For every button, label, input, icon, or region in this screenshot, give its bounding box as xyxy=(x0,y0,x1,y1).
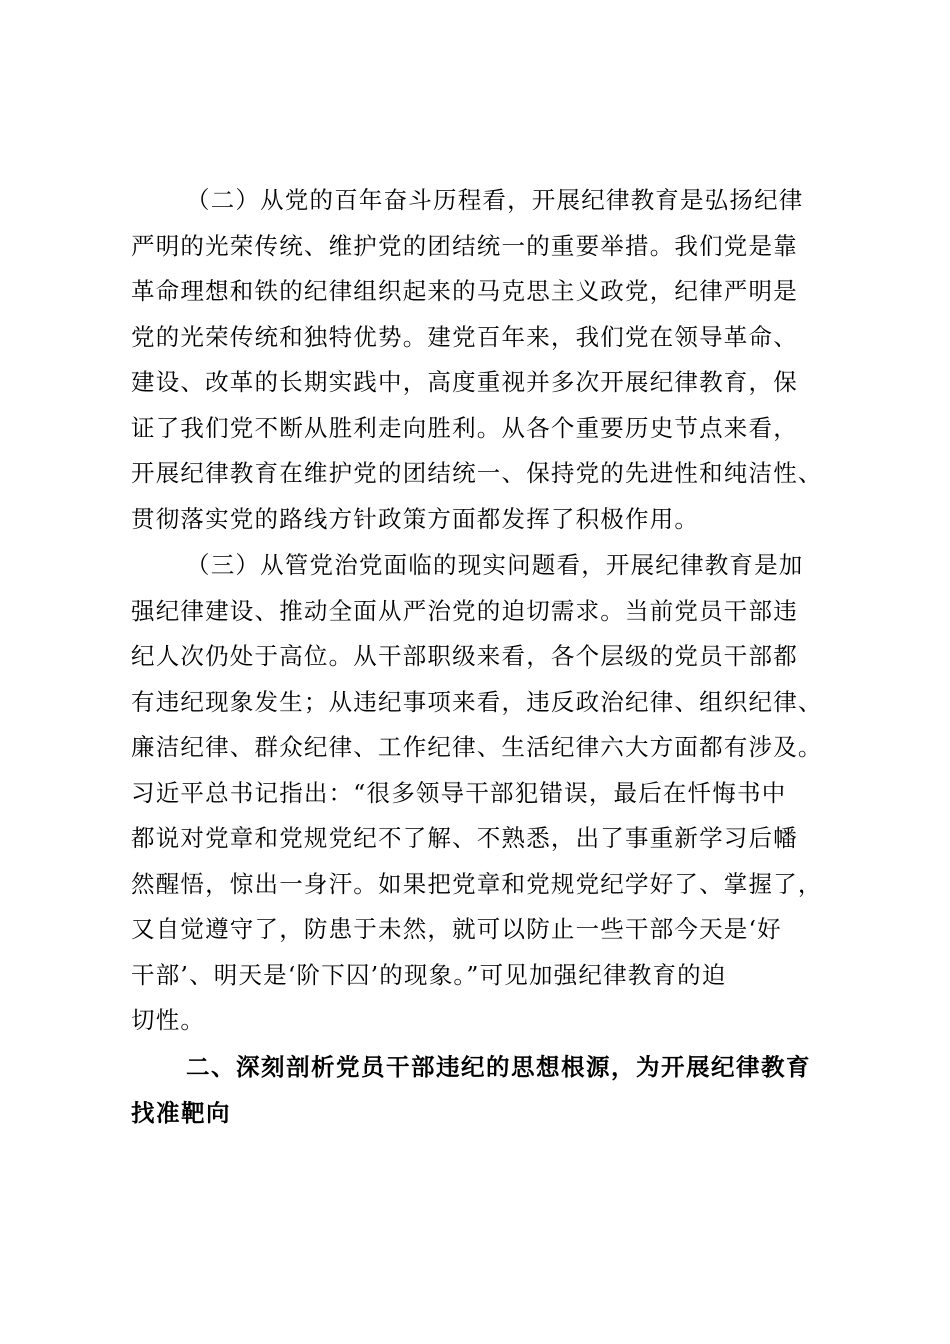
text-line: 有违纪现象发生；从违纪事项来看，违反政治纪律、组织纪律、 xyxy=(131,687,823,716)
heading-line: 二、深刻剖析党员干部违纪的思想根源，为开展纪律教育 xyxy=(186,1053,811,1081)
text-line: 证了我们党不断从胜利走向胜利。从各个重要历史节点来看， xyxy=(131,413,798,442)
text-line: 党的光荣传统和独特优势。建党百年来，我们党在领导革命、 xyxy=(131,322,798,351)
text-line: 都说对党章和党规党纪不了解、不熟悉，出了事重新学习后幡 xyxy=(131,824,798,852)
section-heading xyxy=(131,1045,843,1136)
text-line: 纪人次仍处于高位。从干部职级来看，各个层级的党员干部都 xyxy=(131,642,798,670)
text-line: 贯彻落实党的路线方针政策方面都发挥了积极作用。 xyxy=(131,504,700,533)
text-line: 然醒悟，惊出一身汗。如果把党章和党规党纪学好了、掌握了， xyxy=(131,869,823,898)
text-line: 开展纪律教育在维护党的团结统一、保持党的先进性和纯洁性、 xyxy=(131,459,823,487)
text-line: 廉洁纪律、群众纪律、工作纪律、生活纪律六大方面都有涉及。 xyxy=(131,733,823,761)
text-line: 干部’、明天是‘阶下囚’的现象。”可见加强纪律教育的迫 xyxy=(131,960,727,989)
text-line: 革命理想和铁的纪律组织起来的马克思主义政党，纪律严明是 xyxy=(131,277,798,305)
text-line: 严明的光荣传统、维护党的团结统一的重要举措。我们党是靠 xyxy=(131,231,798,260)
text-line: 习近平总书记指出：“很多领导干部犯错误，最后在忏悔书中 xyxy=(131,778,787,807)
text-line: （二）从党的百年奋斗历程看，开展纪律教育是弘扬纪律 xyxy=(186,186,804,214)
paragraph-current-problems xyxy=(131,543,843,1044)
text-line: 建设、改革的长期实践中，高度重视并多次开展纪律教育，保 xyxy=(131,368,798,396)
paragraph-discipline-history xyxy=(131,178,843,542)
text-line: （三）从管党治党面临的现实问题看，开展纪律教育是加 xyxy=(186,551,804,579)
text-line: 又自觉遵守了，防患于未然，就可以防止一些干部今天是‘好 xyxy=(131,915,782,943)
heading-line: 找准靶向 xyxy=(131,1098,231,1127)
text-line: 切性。 xyxy=(131,1006,206,1034)
text-line: 强纪律建设、推动全面从严治党的迫切需求。当前党员干部违 xyxy=(131,596,798,625)
